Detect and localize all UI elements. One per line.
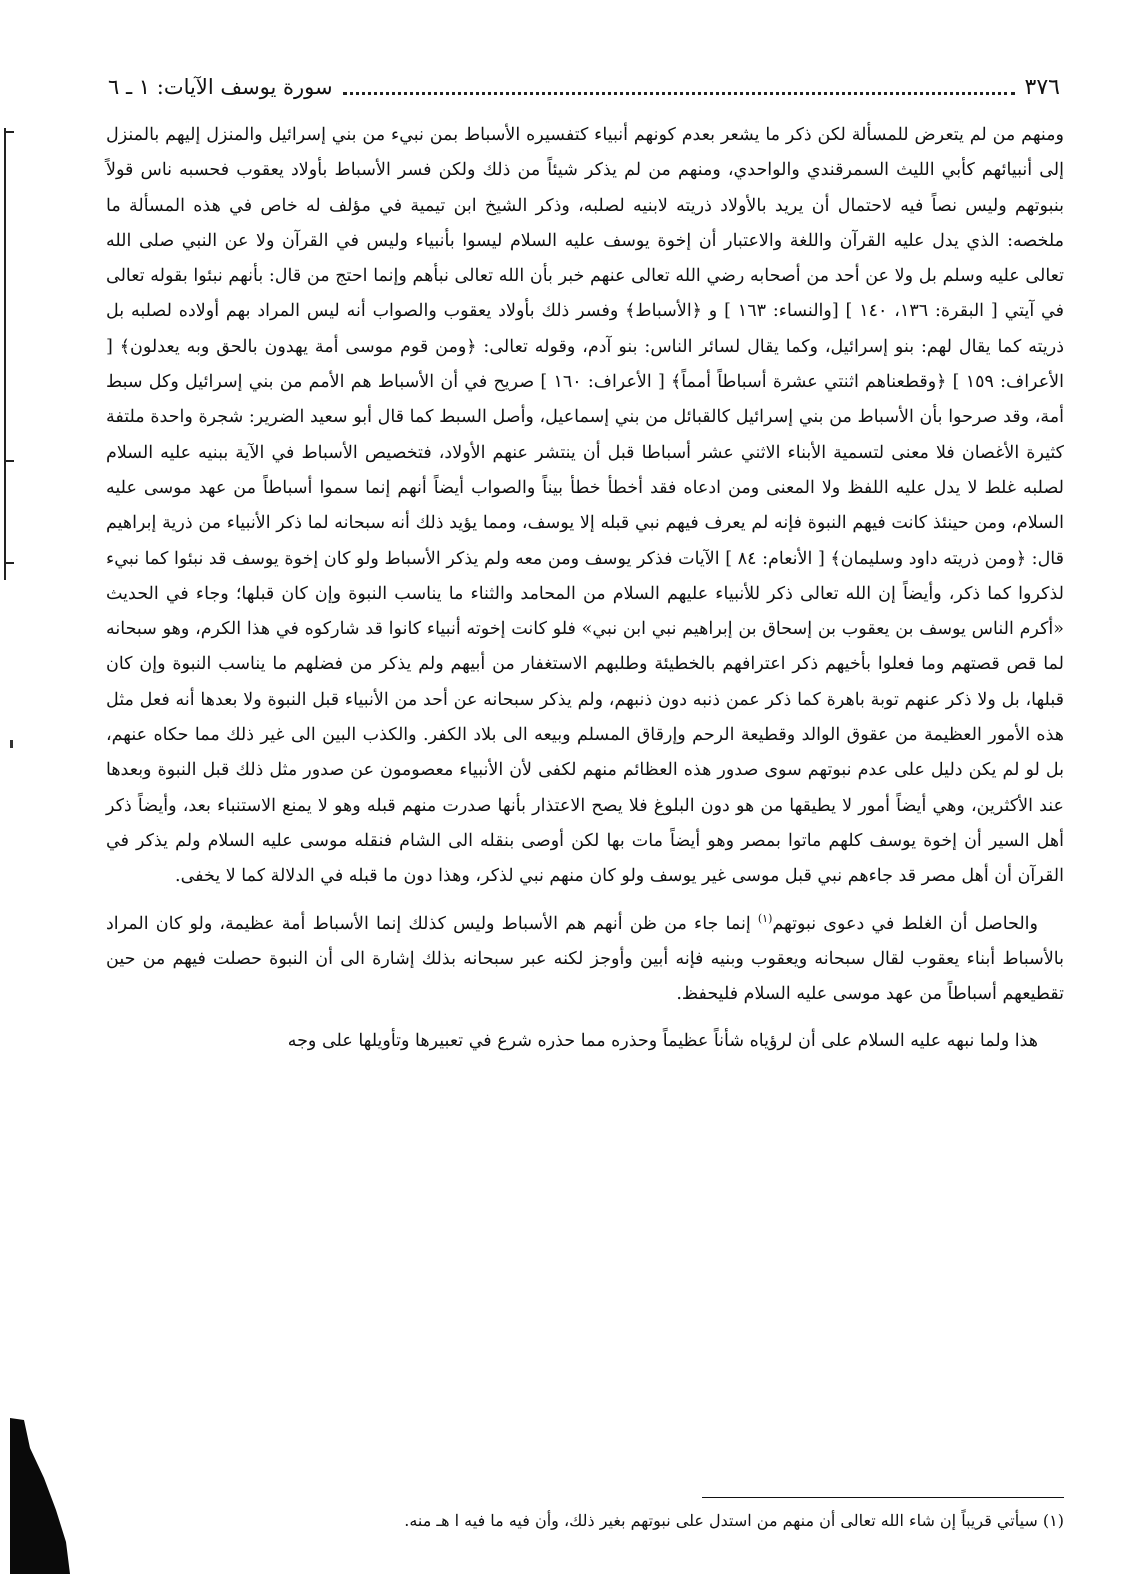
paragraph-text: إنما جاء من ظن أنهم هم الأسباط وليس كذلك إنما الأسباط أمة عظيمة، ولو كان المراد بالأسباط أبناء يعقوب لقال سبحانه ويعقوب وبنيه فإنه أبين وأوجز لكنه عبر سبحانه بذلك إشارة الى أن النبوة حصلت فيهم من حين تقطيعهم أسباطاً من عهد موسى عليه السلام فليحفظ. <box>106 913 1064 1005</box>
paragraph-text: والحاصل أن الغلط في دعوى نبوتهم <box>772 913 1038 934</box>
footnote-separator <box>702 1497 1064 1498</box>
header-dot-leader <box>343 92 1015 95</box>
scan-edge-tick <box>4 131 14 133</box>
scan-edge-line <box>4 128 6 580</box>
paragraph: هذا ولما نبهه عليه السلام على أن لرؤياه شأناً عظيماً وحذره مما حذره شرع في تعبيرها وتأويلها على وجه <box>287 1031 1038 1052</box>
scan-shadow-blot <box>10 1418 70 1574</box>
paragraph <box>106 907 1064 1013</box>
footnote-marker[interactable]: (١) <box>757 911 773 925</box>
scan-edge-tick <box>4 562 14 564</box>
footnote: (١) سيأتي قريباً إن شاء الله تعالى أن منهم من استدل على نبوتهم بغير ذلك، وأن فيه ما فيه ا هـ منه. <box>404 1511 1064 1530</box>
paragraph: ومنهم من لم يتعرض للمسألة لكن ذكر ما يشعر بعدم كونهم أنبياء كتفسيره الأسباط بمن نبيء من بني إسرائيل والمنزل إليهم بالمنزل إلى أنبيائهم كأبي الليث السمرقندي والواحدي، ومنهم من لم يذكر شيئاً من ذلك ولكن فسر الأسباط بأولاد يعقوب فحسبه ناس قولاً بنبوتهم وليس نصاً فيه لاحتمال أن يريد بالأولاد ذريته لابنيه لصلبه، وذكر الشيخ ابن تيمية في مؤلف له خاص في هذه المسألة ما ملخصه: الذي يدل عليه القرآن واللغة والاعتبار أن إخوة يوسف عليه السلام ليسوا بأنبياء وليس في القرآن ولا عن النبي صلى الله تعالى عليه وسلم بل ولا عن أحد من أصحابه رضي الله تعالى عنهم خبر بأن الله تعالى نبأهم وإنما احتج من قال: بأنهم نبئوا بقوله تعالى في آيتي [ البقرة: ١٣٦، ١٤٠ ] [والنساء: ١٦٣ ] و ﴿الأسباط﴾ وفسر ذلك بأولاد يعقوب والصواب أنه ليس المراد بهم أولاده لصلبه بل ذريته كما يقال لهم: بنو إسرائيل، وكما يقال لسائر الناس: بنو آدم، وقوله تعالى: ﴿ومن قوم موسى أمة يهدون بالحق وبه يعدلون﴾ [ الأعراف: ١٥٩ ] ﴿وقطعناهم اثنتي عشرة أسباطاً أمماً﴾ [ الأعراف: ١٦٠ ] صريح في أن الأسباط هم الأمم من بني إسرائيل وكل سبط أمة، وقد صرحوا بأن الأسباط من بني إسرائيل كالقبائل من بني إسماعيل، وأصل السبط كما قال أبو سعيد الضرير: شجرة واحدة ملتفة كثيرة الأغصان فلا معنى لتسمية الأبناء الاثني عشر أسباطا قبل أن ينتشر عنهم الأولاد، فتخصيص الأسباط في الآية ببنيه عليه السلام لصلبه غلط لا يدل عليه اللفظ ولا المعنى ومن ادعاه فقد أخطأ خطأ بيناً والصواب أيضاً أنهم إنما سموا أسباطاً من عهد موسى عليه السلام، ومن حينئذ كانت فيهم النبوة فإنه لم يعرف فيهم نبي قبله إلا يوسف، ومما يؤيد ذلك أنه سبحانه لما ذكر الأنبياء من ذرية إبراهيم قال: ﴿ومن ذريته داود وسليمان﴾ [ الأنعام: ٨٤ ] الآيات فذكر يوسف ومن معه ولم يذكر الأسباط ولو كان إخوة يوسف قد نبئوا كما نبيء لذكروا كما ذكر، وأيضاً إن الله تعالى ذكر للأنبياء عليهم السلام من المحامد والثناء ما يناسب النبوة وإن كان قبلها؛ وجاء في الحديث «أكرم الناس يوسف بن يعقوب بن إسحاق بن إبراهيم نبي ابن نبي» فلو كانت إخوته أنبياء كانوا قد شاركوه في هذا الكرم، وهو سبحانه لما قص قصتهم وما فعلوا بأخيهم ذكر اعترافهم بالخطيئة وطلبهم الاستغفار من أبيهم ولم يذكر من فضلهم ما يناسب النبوة وإن كان قبلها، بل ولا ذكر عنهم توبة باهرة كما ذكر عمن ذنبه دون ذنبهم، ولم يذكر سبحانه عن أحد من الأنبياء قبل النبوة ولا بعدها أنه فعل مثل هذه الأمور العظيمة من عقوق الوالد وقطيعة الرحم وإرقاق المسلم وبيعه الى بلاد الكفر. والكذب البين الى غير ذلك مما حكاه عنهم، بل لو لم يكن دليل على عدم نبوتهم سوى صدور هذه العظائم منهم لكفى لأن الأنبياء معصومون عن صدور مثل ذلك قبل النبوة وبعدها عند الأكثرين، وهي أيضاً أمور لا يطيقها من هو دون البلوغ فلا يصح الاعتذار بأنها صدرت منهم قبله وهو لا يمنع الاستنباء بعد، وأيضاً ذكر أهل السير أن إخوة يوسف كلهم ماتوا بمصر وهو أيضاً مات بها لكن أوصى بنقله الى الشام فنقله موسى عليه السلام ولم يذكر في القرآن أن أهل مصر قد جاءهم نبي قبل موسى غير يوسف ولو كان منهم نبي لذكر، وهذا دون ما قبله في الدلالة كما لا يخفى. <box>106 125 1064 887</box>
scan-edge-tick <box>4 460 14 462</box>
scan-speck <box>10 740 13 748</box>
page-number: ٣٧٦ <box>1024 74 1060 100</box>
main-text <box>106 118 1064 1060</box>
page-header <box>108 70 1060 104</box>
running-title: سورة يوسف الآيات: ١ ـ ٦ <box>108 75 333 99</box>
